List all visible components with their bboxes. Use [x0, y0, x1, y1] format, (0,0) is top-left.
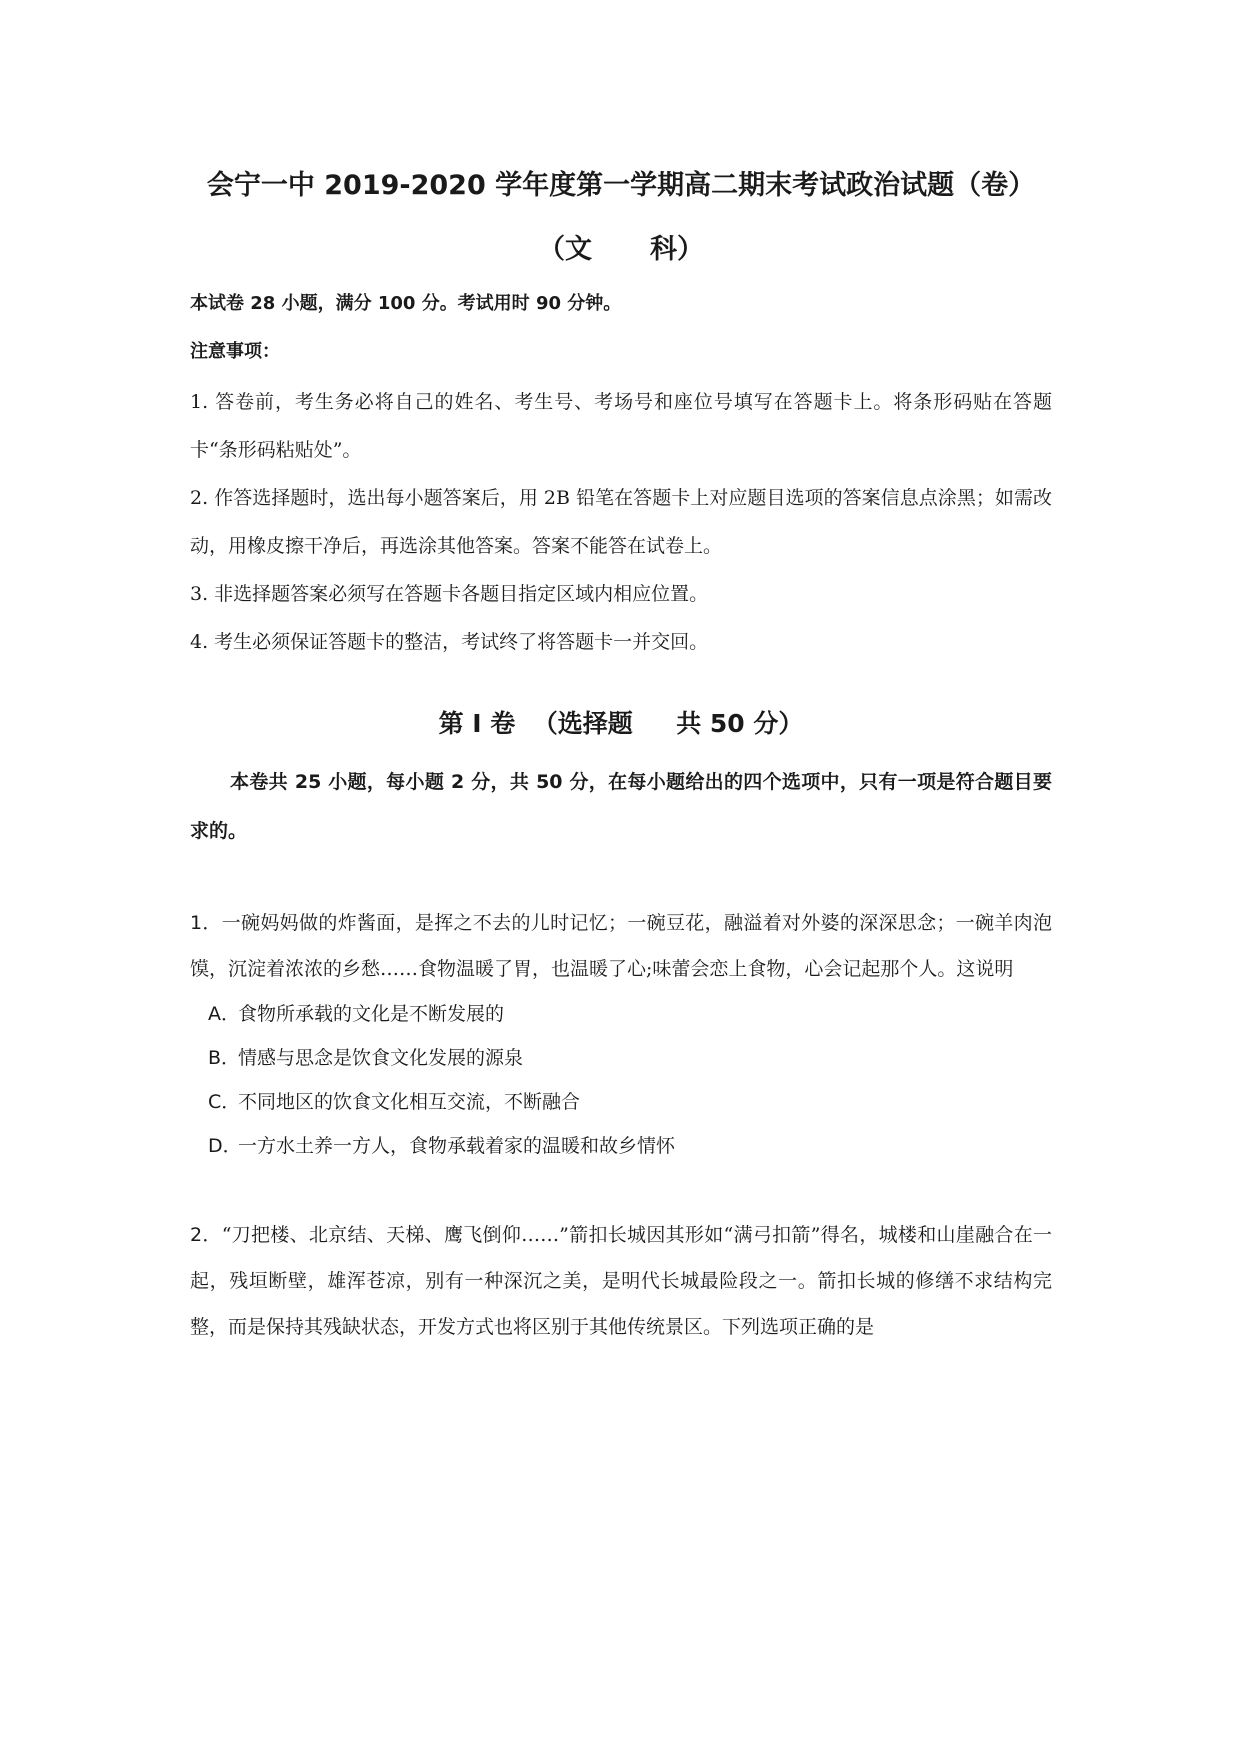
- question-text: “刀把楼、北京结、天梯、鹰飞倒仰……”箭扣长城因其形如“满弓扣箭”得名，城楼和山崖融合在一起，残垣断壁，雄浑苍凉，别有一种深沉之美，是明代长城最险段之一。箭扣长城的修缮不求结构完整，而是保持其残缺状态，开发方式也将区别于其他传统景区。下列选项正确的是: [190, 1224, 1052, 1338]
- notice-item: 4. 考生必须保证答题卡的整洁，考试终了将答题卡一并交回。: [190, 631, 709, 653]
- section-instruction: 本卷共 25 小题，每小题 2 分，共 50 分，在每小题给出的四个选项中，只有一项是符合题目要求的。: [190, 771, 1052, 842]
- notice-heading: 注意事项：: [190, 341, 280, 362]
- option-text: 不同地区的饮食文化相互交流，不断融合: [238, 1091, 581, 1113]
- option-letter: A．: [208, 1003, 240, 1025]
- option-b: [208, 1036, 1052, 1080]
- notice-item: 1. 答卷前，考生务必将自己的姓名、考生号、考场号和座位号填写在答题卡上。将条形码贴在答题卡“条形码粘贴处”。: [190, 391, 1052, 461]
- question-text: 一碗妈妈做的炸酱面，是挥之不去的儿时记忆；一碗豆花，融溢着对外婆的深深思念；一碗羊肉泡馍，沉淀着浓浓的乡愁……食物温暖了胃，也温暖了心;味蕾会恋上食物，心会记起那个人。这说明: [190, 912, 1052, 980]
- exam-info: 本试卷 28 小题，满分 100 分。考试用时 90 分钟。: [190, 293, 622, 314]
- option-d: [208, 1124, 1052, 1168]
- option-letter: C．: [208, 1091, 241, 1113]
- notice-item: 3. 非选择题答案必须写在答题卡各题目指定区域内相应位置。: [190, 583, 709, 605]
- question-stem: [190, 900, 1052, 992]
- option-text: 食物所承载的文化是不断发展的: [238, 1003, 505, 1025]
- option-text: 一方水土养一方人，食物承载着家的温暖和故乡情怀: [238, 1135, 676, 1157]
- page-content: [190, 158, 1052, 1350]
- question-1: [190, 900, 1052, 1168]
- exam-subtitle: [190, 222, 1052, 278]
- option-letter: B．: [208, 1047, 241, 1069]
- option-letter: D．: [208, 1135, 242, 1157]
- exam-title: 会宁一中 2019-2020 学年度第一学期高二期末考试政治试题（卷）: [206, 170, 1036, 201]
- question-2: [190, 1212, 1052, 1350]
- option-c: [208, 1080, 1052, 1124]
- option-list: [190, 992, 1052, 1168]
- notice-item: 2. 作答选择题时，选出每小题答案后，用 2B 铅笔在答题卡上对应题目选项的答案信息点涂黑；如需改动，用橡皮擦干净后，再选涂其他答案。答案不能答在试卷上。: [190, 487, 1052, 557]
- question-stem: [190, 1212, 1052, 1350]
- notice-list: [190, 378, 1052, 666]
- subtitle-right: 科）: [650, 234, 704, 265]
- question-number: 2．: [190, 1224, 222, 1246]
- option-text: 情感与思念是饮食文化发展的源泉: [238, 1047, 524, 1069]
- question-number: 1．: [190, 912, 222, 934]
- option-a: [208, 992, 1052, 1036]
- subtitle-left: （文: [538, 234, 592, 265]
- section-title: 第 I 卷 （选择题 共 50 分）: [438, 709, 804, 738]
